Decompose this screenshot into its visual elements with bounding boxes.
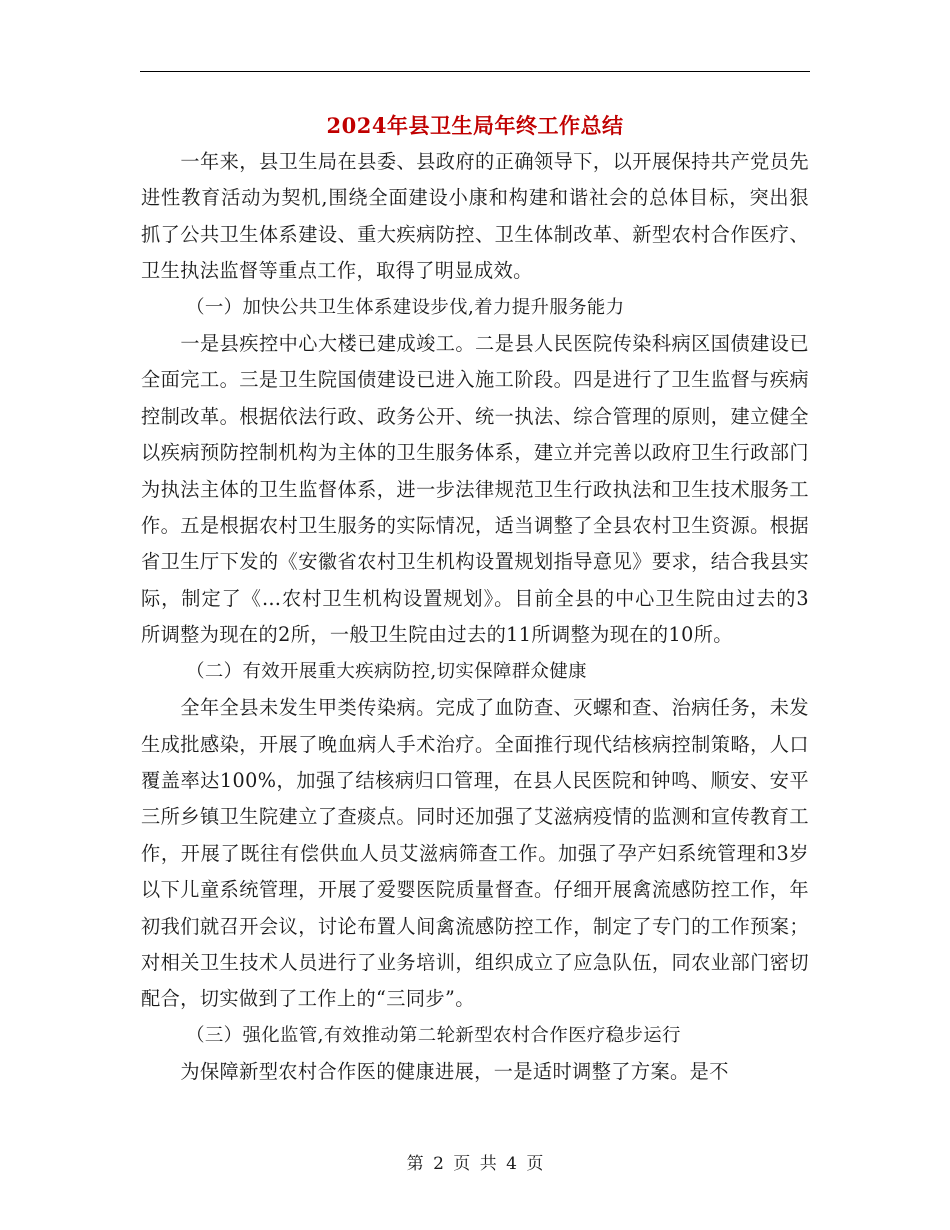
section-heading-2: （二）有效开展重大疾病防控,切实保障群众健康 — [186, 660, 587, 682]
paragraph-section-2: 全年全县未发生甲类传染病。完成了血防查、灭螺和查、治病任务，未发生成批感染，开展了晚血病人手术治疗。全面推行现代结核病控制策略，人口覆盖率达100%，加强了结核病归口管理，在县人民医院和钟鸣、顺安、安平三所乡镇卫生院建立了查痰点。同时还加强了艾滋病疫情的监测和宣传教育工作，开展了既往有偿供血人员艾滋病筛查工作。加强了孕产妇系统管理和3岁以下儿童系统管理，开展了爱婴医院质量督查。仔细开展禽流感防控工作，年初我们就召开会议，讨论布置人间禽流感防控工作，制定了专门的工作预案；对相关卫生技术人员进行了业务培训，组织成立了应急队伍，同农业部门密切配合，切实做到了工作上的“三同步”。 — [141, 696, 809, 1011]
paragraph-intro: 一年来，县卫生局在县委、县政府的正确领导下，以开展保持共产党员先进性教育活动为契机,围绕全面建设小康和构建和谐社会的总体目标，突出狠抓了公共卫生体系建设、重大疾病防控、卫生体制改革、新型农村合作医疗、卫生执法监督等重点工作，取得了明显成效。 — [141, 150, 809, 283]
header-rule — [140, 71, 810, 72]
section-heading-1: （一）加快公共卫生体系建设步伐,着力提升服务能力 — [186, 296, 625, 318]
document-title: 2024年县卫生局年终工作总结 — [326, 113, 624, 138]
document-body — [141, 144, 809, 1091]
paragraph-section-1: 一是县疾控中心大楼已建成竣工。二是县人民医院传染科病区国债建设已全面完工。三是卫生院国债建设已进入施工阶段。四是进行了卫生监督与疾病控制改革。根据依法行政、政务公开、统一执法、综合管理的原则，建立健全以疾病预防控制机构为主体的卫生服务体系，建立并完善以政府卫生行政部门为执法主体的卫生监督体系，进一步法律规范卫生行政执法和卫生技术服务工作。五是根据农村卫生服务的实际情况，适当调整了全县农村卫生资源。根据省卫生厅下发的《安徽省农村卫生机构设置规划指导意见》要求，结合我县实际，制定了《…农村卫生机构设置规划》。目前全县的中心卫生院由过去的3所调整为现在的2所，一般卫生院由过去的11所调整为现在的10所。 — [141, 332, 809, 647]
paragraph-section-3: 为保障新型农村合作医的健康进展，一是适时调整了方案。是不 — [180, 1060, 729, 1084]
page-number: 第 2 页 共 4 页 — [406, 1154, 544, 1174]
section-heading-3: （三）强化监管,有效推动第二轮新型农村合作医疗稳步运行 — [186, 1024, 681, 1046]
